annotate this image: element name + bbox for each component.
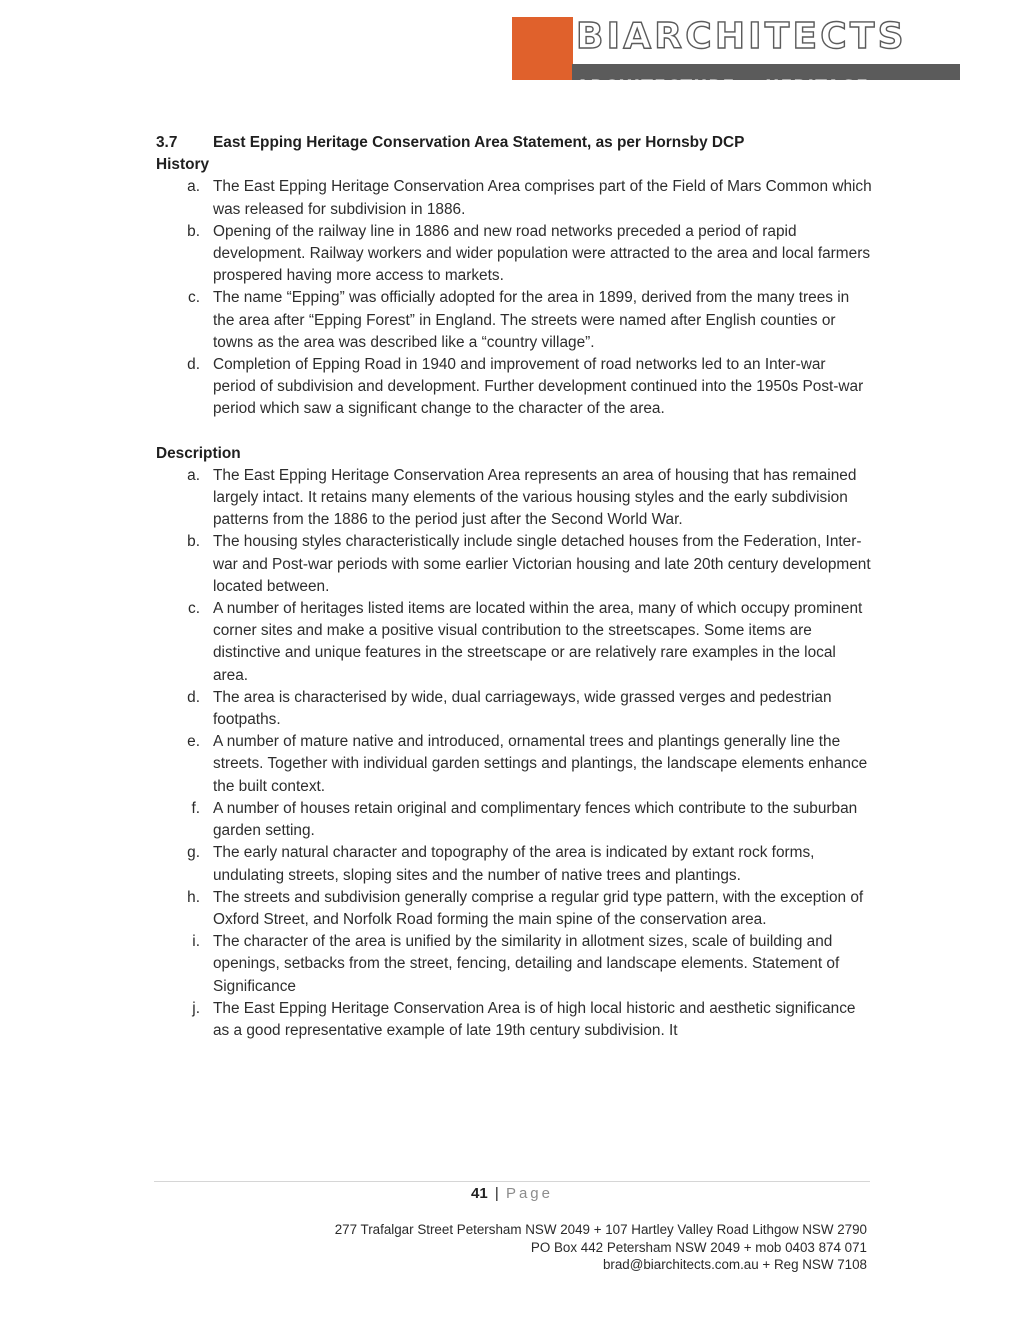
page-number <box>0 1184 1024 1204</box>
item-letter: b. <box>187 533 200 551</box>
postal-line: PO Box 442 Petersham NSW 2049 + mob 0403 874 071 <box>530 1239 867 1255</box>
item-letter: g. <box>187 844 200 862</box>
contact-line: brad@biarchitects.com.au + Reg NSW 7108 <box>602 1257 867 1273</box>
item-letter: d. <box>187 356 200 374</box>
item-text: The early natural character and topography of the area is indicated by extant rock forms, undulating streets, sloping sites and the number of native trees and plantings. <box>213 844 815 884</box>
item-letter: d. <box>187 688 200 706</box>
logo-tagline: ARCHITECTURE + HERITAGE <box>576 78 870 97</box>
item-text: The East Epping Heritage Conservation Area represents an area of housing that has remained largely intact. It retains many elements of the various housing styles and the early subdivision patterns from the 1886 to the period just after the Second World War. <box>213 466 857 529</box>
list-item <box>156 798 872 842</box>
document-body <box>156 132 872 1042</box>
item-letter: c. <box>188 289 200 307</box>
footer-address <box>335 1221 867 1274</box>
item-letter: j. <box>192 999 200 1017</box>
section-title: East Epping Heritage Conservation Area Statement, as per Hornsby DCP <box>213 134 745 151</box>
list-item <box>156 465 872 532</box>
address-line: 277 Trafalgar Street Petersham NSW 2049 + 107 Hartley Valley Road Lithgow NSW 2790 <box>334 1222 867 1237</box>
list-item <box>156 176 872 220</box>
item-text: The area is characterised by wide, dual carriageways, wide grassed verges and pedestrian footpaths. <box>213 688 832 729</box>
item-letter: a. <box>187 178 200 196</box>
list-item <box>156 221 872 288</box>
item-letter: i. <box>192 933 200 951</box>
section-heading <box>156 132 872 154</box>
page-number-separator: | <box>494 1185 499 1202</box>
description-heading: Description <box>156 444 241 462</box>
logo-company-name: BIARCHITECTS <box>576 16 907 57</box>
item-text: A number of mature native and introduced, ornamental trees and plantings generally line the streets. Together with individual garden settings and plantings, the landscape elements enhance the built context. <box>213 733 868 795</box>
list-item <box>156 887 872 931</box>
history-heading: History <box>156 156 210 174</box>
item-text: The East Epping Heritage Conservation Area comprises part of the Field of Mars Common which was released for subdivision in 1886. <box>213 178 872 218</box>
item-letter: a. <box>187 466 200 484</box>
company-logo <box>512 16 960 97</box>
item-letter: c. <box>188 600 200 618</box>
item-text: The name “Epping” was officially adopted for the area in 1899, derived from the many trees in the area after “Epping Forest” in England. The streets were named after English counties or towns as the area was described like a “country village”. <box>213 289 850 351</box>
item-letter: e. <box>187 733 200 751</box>
item-text: The streets and subdivision generally comprise a regular grid type pattern, with the exception of Oxford Street, and Norfolk Road forming the main spine of the conservation area. <box>213 888 864 928</box>
list-item <box>156 931 872 998</box>
item-letter: h. <box>187 888 200 906</box>
page-number-value: 41 <box>471 1185 488 1202</box>
item-text: A number of houses retain original and complimentary fences which contribute to the suburban garden setting. <box>213 799 858 840</box>
list-item <box>156 731 872 798</box>
list-item <box>156 842 872 886</box>
history-list <box>156 176 872 420</box>
item-text: Opening of the railway line in 1886 and new road networks preceded a period of rapid development. Railway workers and wider population were attracted to the area and local farmers prospered having more access to markets. <box>213 222 871 285</box>
list-item <box>156 287 872 354</box>
item-letter: b. <box>187 222 200 240</box>
item-text: The character of the area is unified by the similarity in allotment sizes, scale of building and openings, setbacks from the street, fencing, detailing and landscape elements. Statement of Significance <box>213 933 840 995</box>
section-number: 3.7 <box>156 134 178 151</box>
list-item <box>156 598 872 687</box>
list-item <box>156 998 872 1042</box>
logo-orange-square <box>512 17 573 80</box>
item-text: The housing styles characteristically include single detached houses from the Federation, Inter-war and Post-war periods with some earlier Victorian housing and late 20th century development located between. <box>213 533 871 595</box>
description-list <box>156 465 872 1042</box>
item-letter: f. <box>191 799 200 817</box>
item-text: A number of heritages listed items are located within the area, many of which occupy prominent corner sites and make a positive visual contribution to the streetscapes. Some items are distinctive and unique features in the streetscape or are relatively rare examples in the local area. <box>213 600 863 684</box>
footer-divider <box>154 1181 870 1182</box>
list-item <box>156 531 872 598</box>
list-item <box>156 687 872 731</box>
page-label: Page <box>505 1185 553 1202</box>
item-text: The East Epping Heritage Conservation Area is of high local historic and aesthetic significance as a good representative example of late 19th century subdivision. It <box>213 999 856 1039</box>
list-item <box>156 354 872 421</box>
item-text: Completion of Epping Road in 1940 and improvement of road networks led to an Inter-war period of subdivision and development. Further development continued into the 1950s Post-war period which saw a significant change to the character of the area. <box>213 356 864 418</box>
